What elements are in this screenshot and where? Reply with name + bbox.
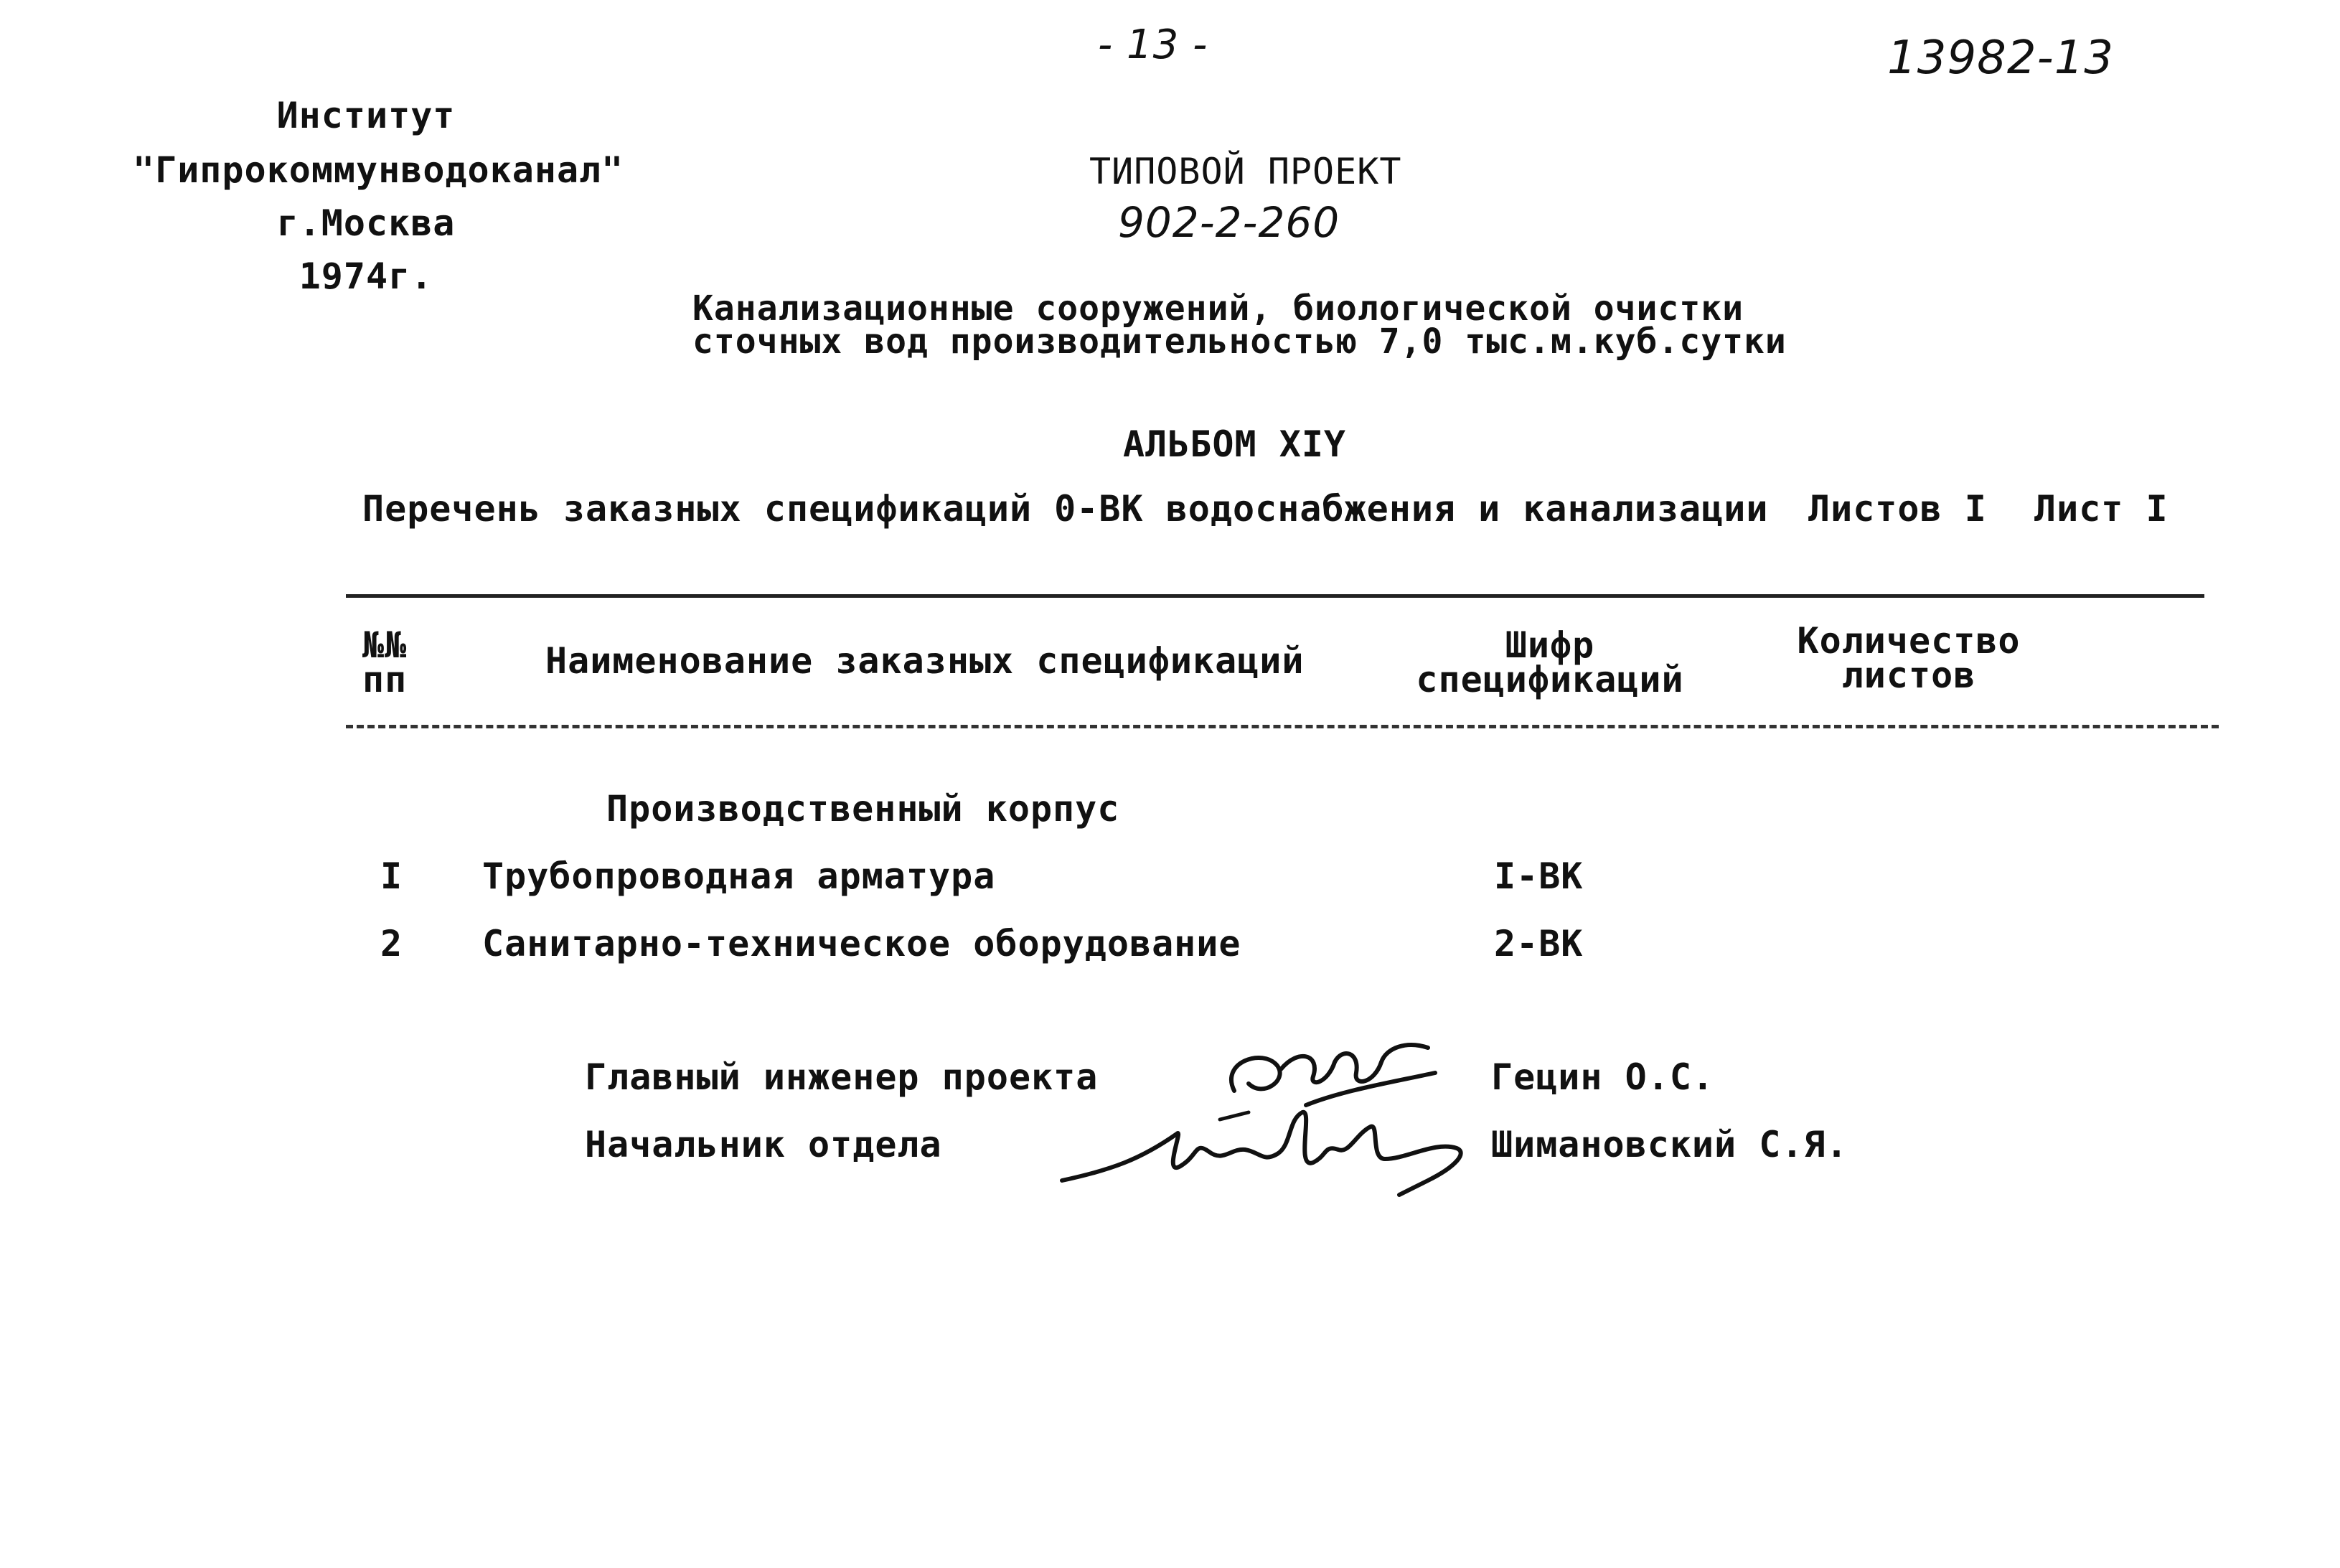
header-code-line2: спецификаций bbox=[1416, 659, 1684, 700]
header-num-line1: №№ bbox=[362, 624, 408, 666]
header-num-line2: пп bbox=[362, 659, 408, 700]
project-title-line1: Канализационные сооружений, биологической очистки bbox=[692, 288, 1744, 329]
project-title-line2: сточных вод производительностью 7,0 тыс.м.куб.сутки bbox=[692, 321, 1787, 362]
institute-label: Институт bbox=[276, 95, 456, 136]
header-count-line2: листов bbox=[1841, 654, 1976, 696]
header-name: Наименование заказных спецификаций bbox=[545, 640, 1305, 682]
table-header-rule bbox=[346, 725, 2219, 728]
section-title: Производственный корпус bbox=[606, 788, 1120, 830]
institute-name: "Гипрокоммунводоканал" bbox=[133, 149, 624, 191]
header-code-line1: Шифр bbox=[1505, 624, 1595, 666]
table-top-rule bbox=[346, 594, 2204, 598]
album-title: АЛЬБОМ XIY bbox=[1123, 423, 1347, 465]
document-code: 13982-13 bbox=[1887, 32, 2115, 85]
header-count-line1: Количество bbox=[1797, 620, 2021, 662]
institute-city: г.Москва bbox=[276, 202, 456, 244]
institute-year: 1974г. bbox=[299, 255, 433, 297]
sheets-total: Листов I bbox=[1808, 488, 1987, 530]
row-name: Санитарно-техническое оборудование bbox=[482, 923, 1241, 964]
signature-name: Шимановский С.Я. bbox=[1491, 1124, 1848, 1165]
signature-role: Главный инженер проекта bbox=[585, 1056, 1099, 1098]
sheet-number: Лист I bbox=[2034, 488, 2169, 530]
signature-role: Начальник отдела bbox=[585, 1124, 942, 1165]
project-label: ТИПОВОЙ ПРОЕКТ bbox=[1089, 151, 1402, 192]
project-number: 902-2-260 bbox=[1118, 198, 1340, 247]
row-code: I-ВК bbox=[1494, 855, 1584, 897]
page-number: - 13 - bbox=[1098, 22, 1208, 68]
row-code: 2-ВК bbox=[1494, 923, 1584, 964]
signature-name: Гецин О.С. bbox=[1491, 1056, 1715, 1098]
department-head-signature bbox=[1055, 1091, 1464, 1198]
row-number: 2 bbox=[380, 923, 403, 964]
list-title: Перечень заказных спецификаций 0-ВК водоснабжения и канализации bbox=[362, 488, 1769, 530]
row-name: Трубопроводная арматура bbox=[482, 855, 996, 897]
row-number: I bbox=[380, 855, 403, 897]
